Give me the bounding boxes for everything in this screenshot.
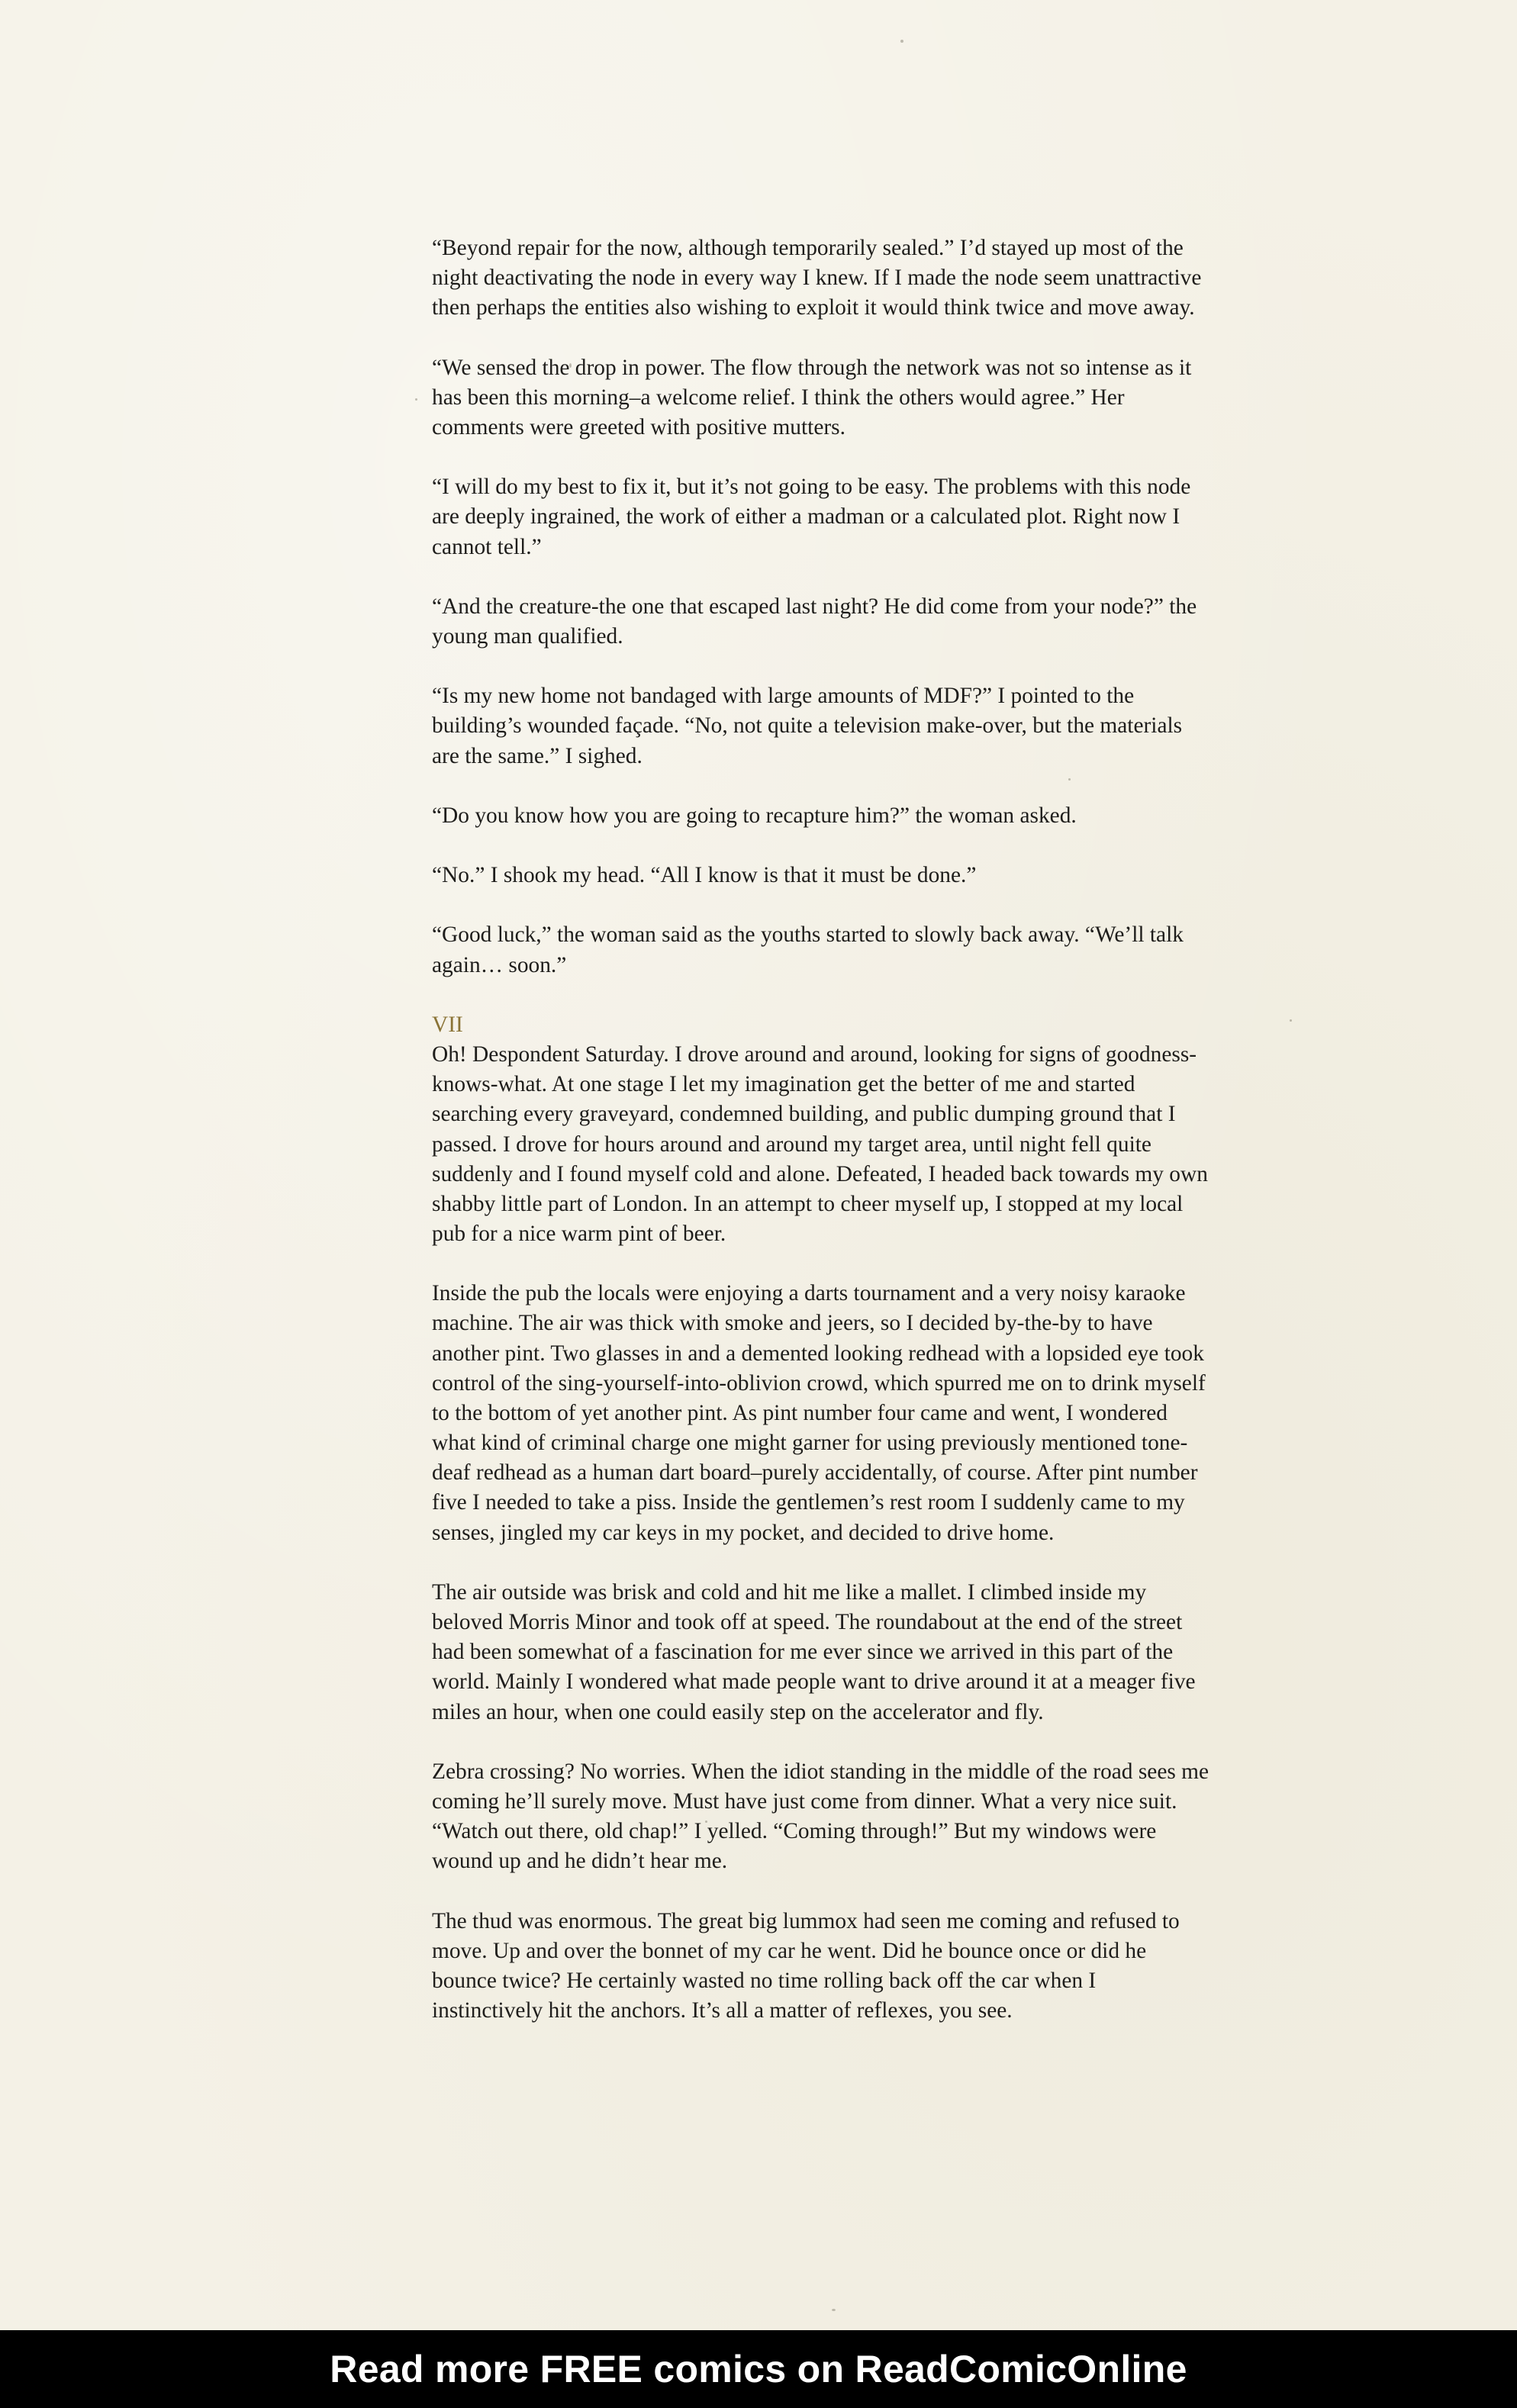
- paper-speck: [832, 2309, 836, 2311]
- paragraph: “We sensed the drop in power. The flow through the network was not so intense as it has been this morning–a welcome relief. I think the others would agree.” Her comments were greeted with positive mutters.: [432, 355, 1192, 439]
- paper-speck: [415, 398, 417, 401]
- paper-speck: [900, 40, 903, 43]
- paragraph: “Good luck,” the woman said as the youths started to slowly back away. “We’ll talk again… soon.”: [432, 922, 1184, 977]
- paragraph: The thud was enormous. The great big lummox had seen me coming and refused to move. Up and over the bonnet of my car he went. Did he bounce once or did he bounce twice? He certainly wasted no time rolling back off the car when I instinctively hit the anchors. It’s all a matter of reflexes, you see.: [432, 1908, 1180, 2023]
- paragraph: “Is my new home not bandaged with large amounts of MDF?” I pointed to the building’s wounded façade. “No, not quite a television make-over, but the materials are the same.” I sighed.: [432, 684, 1183, 768]
- paper-speck: [1290, 1019, 1292, 1022]
- paragraph: “And the creature-the one that escaped last night? He did come from your node?” the young man qualified.: [432, 594, 1197, 649]
- paragraph: “I will do my best to fix it, but it’s not going to be easy. The problems with this node are deeply ingrained, the work of either a madman or a calculated plot. Right now I cannot tell.”: [432, 475, 1191, 559]
- paragraph: Inside the pub the locals were enjoying a darts tournament and a very noisy karaoke machine. The air was thick with smoke and jeers, so I decided by-the-by to have another pint. Two glasses in and a demented looking redhead with a lopsided eye took control of the sing-yourself-into-oblivion crowd, which spurred me on to drink myself to the bottom of yet another pint. As pint number four came and went, I wondered what kind of criminal charge one might garner for using previously mentioned tone-deaf redhead as a human dart board–purely accidentally, of course. After pint number five I needed to take a piss. Inside the gentlemen’s rest room I suddenly came to my senses, jingled my car keys in my pocket, and decided to drive home.: [432, 1281, 1206, 1545]
- section-heading: VII: [432, 1012, 463, 1037]
- paragraph: “No.” I shook my head. “All I know is that it must be done.”: [432, 863, 977, 888]
- paragraph: Zebra crossing? No worries. When the idiot standing in the middle of the road sees me coming he’ll surely move. Must have just come from dinner. What a very nice suit. “Watch out there, old chap!” I yelled. “Coming through!” But my windows were wound up and he didn’t hear me.: [432, 1759, 1209, 1874]
- paragraph: “Do you know how you are going to recapture him?” the woman asked.: [432, 803, 1077, 828]
- paragraph: “Beyond repair for the now, although temporarily sealed.” I’d stayed up most of the night deactivating the node in every way I knew. If I made the node seem unattractive then perhaps the entities also wishing to exploit it would think twice and move away.: [432, 236, 1202, 320]
- paragraph: The air outside was brisk and cold and hit me like a mallet. I climbed inside my beloved Morris Minor and took off at speed. The roundabout at the end of the street had been somewhat of a fascination for me ever since we arrived in this part of the world. Mainly I wondered what made people want to drive around it at a meager five miles an hour, when one could easily step on the accelerator and fly.: [432, 1579, 1196, 1724]
- paragraph: Oh! Despondent Saturday. I drove around and around, looking for signs of goodness-knows-what. At one stage I let my imagination get the better of me and started searching every graveyard, condemned building, and public dumping ground that I passed. I drove for hours around and around my target area, until night fell quite suddenly and I found myself cold and alone. Defeated, I headed back towards my own shabby little part of London. In an attempt to cheer myself up, I stopped at my local pub for a nice warm pint of beer.: [432, 1042, 1208, 1247]
- promo-banner[interactable]: [0, 2330, 1517, 2408]
- promo-banner-text[interactable]: Read more FREE comics on ReadComicOnline: [330, 2348, 1187, 2390]
- story-text: [432, 233, 1210, 2055]
